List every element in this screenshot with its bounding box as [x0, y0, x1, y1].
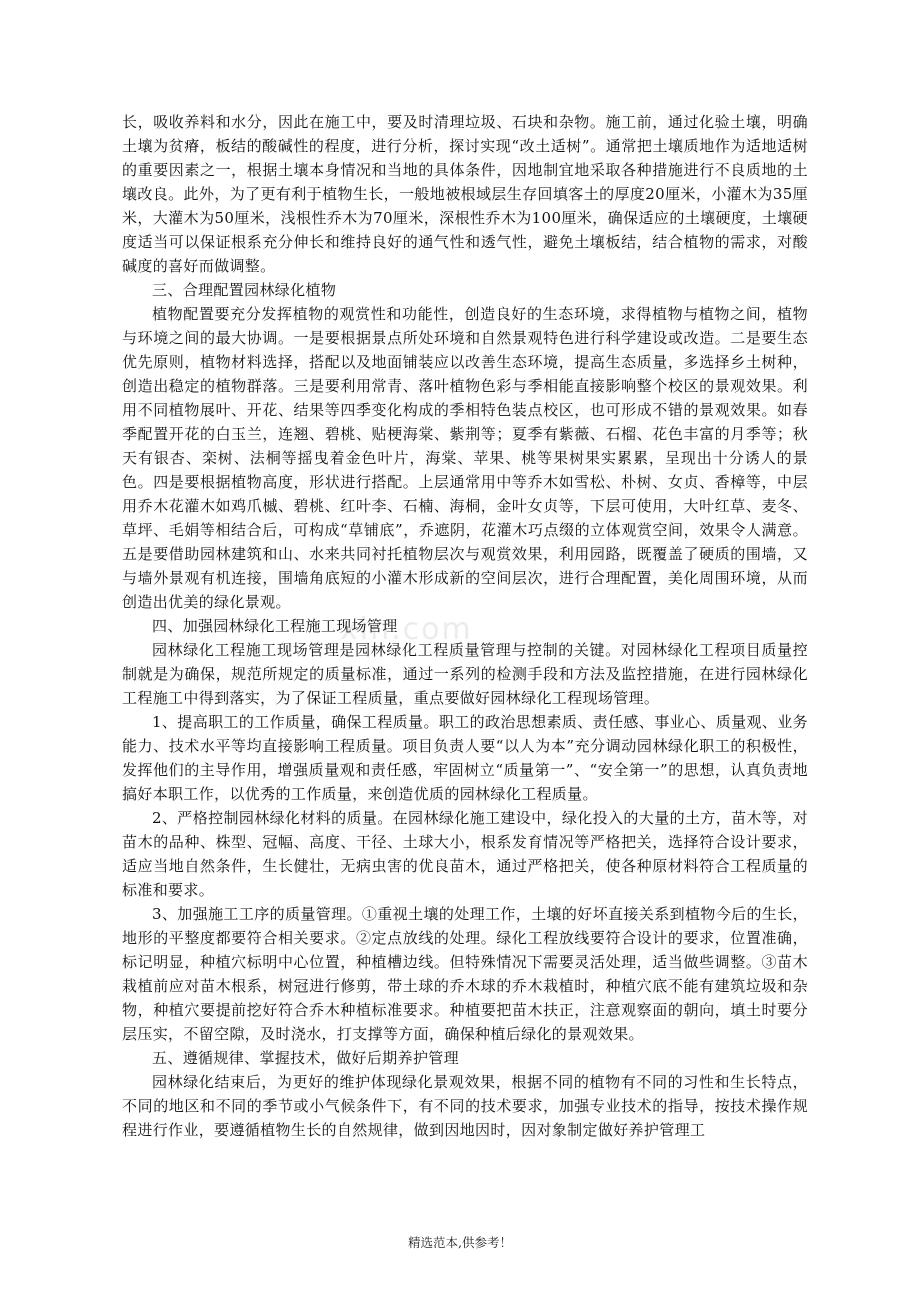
section-heading-3: 三、合理配置园林绿化植物 — [152, 281, 337, 299]
paragraph-plant-configuration: 植物配置要充分发挥植物的观赏性和功能性，创造良好的生态环境，求得植物与植物之间，植物与环境之间的最大协调。一是要根据景点所处环境和自然景观特色进行科学建设或改造。二是要生态优先原则，植物材料选择，搭配以及地面铺装应以改善生态环境，提高生态质量，多选择乡土树种，创造出稳定的植物群落。三是要利用常青、落叶植物色彩与季相能直接影响整个校区的景观效果。利用不同植物展叶、开花、结果等四季变化构成的季相特色装点校区，也可形成不错的景观效果。如春季配置开花的白玉兰，连翘、碧桃、贴梗海棠、紫荆等；夏季有紫薇、石榴、花色丰富的月季等；秋天有银杏、栾树、法桐等摇曳着金色叶片，海棠、苹果、桃等果树果实累累，呈现出十分诱人的景色。四是要根据植物高度，形状进行搭配。上层通常用中等乔木如雪松、朴树、女贞、香樟等，中层用乔木花灌木如鸡爪槭、碧桃、红叶李、石楠、海桐，金叶女贞等，下层可使用，大叶红草、麦冬、草坪、毛娟等相结合后，可构成“草铺底”，乔遮阴，花灌木巧点缀的立体观赏空间，效果令人满意。五是要借助园林建筑和山、水来共同衬托植物层次与观赏效果，利用园路，既覆盖了硬质的围墙，又与墙外景观有机连接，围墙角底短的小灌木形成新的空间层次，进行合理配置，美化周围环境，从而创造出优美的绿化景观。 — [122, 305, 808, 611]
paragraph-item-2: 2、严格控制园林绿化材料的质量。在园林绿化施工建设中，绿化投入的大量的土方，苗木等，对苗木的品种、株型、冠幅、高度、干径、土球大小，根系发育情况等严格把关，选择符合设计要求，适应当地自然条件，生长健壮，无病虫害的优良苗木，通过严格把关，使各种原材料符合工程质量的标准和要求。 — [122, 809, 808, 899]
section-heading-4: 四、加强园林绿化工程施工现场管理 — [152, 617, 398, 635]
paragraph-item-1: 1、提高职工的工作质量，确保工程质量。职工的政治思想素质、责任感、事业心、质量观、业务能力、技术水平等均直接影响工程质量。项目负责人要“以人为本”充分调动园林绿化职工的积极性，发挥他们的主导作用，增强质量观和责任感，牢固树立“质量第一”、“安全第一”的思想，认真负责地搞好本职工作，以优秀的工作质量，来创造优质的园林绿化工程质量。 — [122, 713, 808, 803]
page-footer: 精选范本,供参考！ — [408, 1235, 512, 1250]
document-body — [122, 110, 808, 1142]
paragraph-maintenance: 园林绿化结束后，为更好的维护体现绿化景观效果，根据不同的植物有不同的习性和生长特点，不同的地区和不同的季节或小气候条件下，有不同的技术要求，加强专业技术的指导，按技术操作规程进行作业，要遵循植物生长的自然规律，做到因地因时，因对象制定做好养护管理工 — [122, 1073, 808, 1139]
paragraph-item-3: 3、加强施工工序的质量管理。①重视土壤的处理工作，土壤的好坏直接关系到植物今后的生长，地形的平整度都要符合相关要求。②定点放线的处理。绿化工程放线要符合设计的要求，位置准确，标记明显，种植穴标明中心位置，种植槽边线。但特殊情况下需要灵活处理，适当做些调整。③苗木栽植前应对苗木根系，树冠进行修剪，带土球的乔木球的乔木栽植时，种植穴底不能有建筑垃圾和杂物，种植穴要提前挖好符合乔木种植标准要求。种植要把苗木扶正，注意观察面的朝向，填土时要分层压实，不留空隙，及时浇水，打支撑等方面，确保种植后绿化的景观效果。 — [122, 905, 808, 1043]
watermark: xin.com — [340, 612, 473, 647]
section-heading-5: 五、遵循规律、掌握技术，做好后期养护管理 — [152, 1049, 460, 1067]
paragraph-soil-continued: 长，吸收养料和水分，因此在施工中，要及时清理垃圾、石块和杂物。施工前，通过化验土壤，明确土壤为贫瘠，板结的酸碱性的程度，进行分析，探讨实现“改土适树”。通常把土壤质地作为适地适树的重要因素之一，根据土壤本身情况和当地的具体条件，因地制宜地采取各种措施进行不良质地的土壤改良。此外，为了更有利于植物生长，一般地被根域层生存回填客土的厚度20厘米，小灌木为35厘米，大灌木为50厘米，浅根性乔木为70厘米，深根性乔木为100厘米，确保适应的土壤硬度，土壤硬度适当可以保证根系充分伸长和维持良好的通气性和透气性，避免土壤板结，结合植物的需求，对酸碱度的喜好而做调整。 — [122, 113, 808, 275]
paragraph-site-management: 园林绿化工程施工现场管理是园林绿化工程质量管理与控制的关键。对园林绿化工程项目质量控制就是为确保，规范所规定的质量标准，通过一系列的检测手段和方法及监控措施，在进行园林绿化工程施工中得到落实，为了保证工程质量，重点要做好园林绿化工程现场管理。 — [122, 641, 808, 707]
